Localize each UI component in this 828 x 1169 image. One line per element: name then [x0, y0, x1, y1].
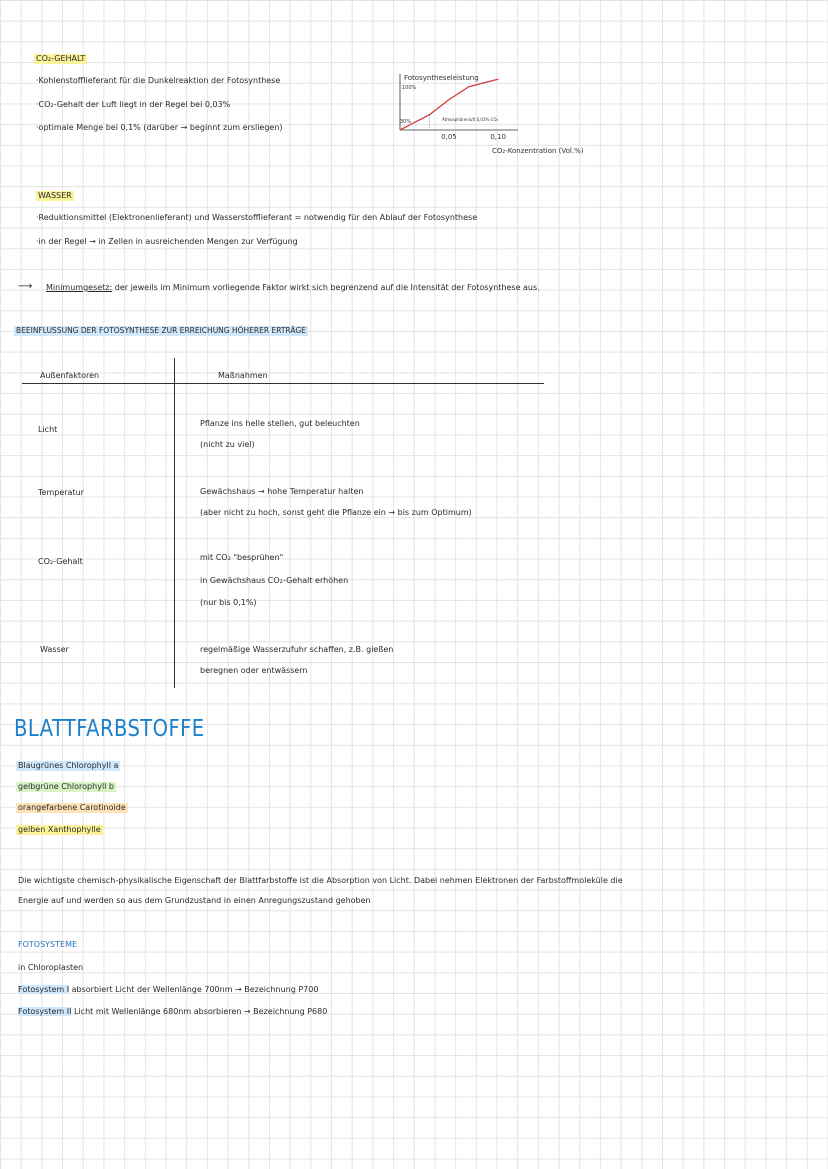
co2-line-3: ·optimale Menge bei 0,1% (darüber → beginnt zum ersliegen): [36, 123, 283, 132]
minimum-statement: [46, 283, 540, 293]
fotosysteme-heading: FOTOSYSTEME: [18, 940, 78, 949]
pigment-chlorophyll-a: Blaugrünes Chlorophyll a: [18, 761, 119, 770]
fotosystem-2-label: Fotosystem II: [18, 1007, 72, 1016]
measure-licht-2: (nicht zu viel): [200, 440, 255, 449]
chart-ylabel-top: 100%: [402, 85, 417, 91]
fotosystem-1: [18, 985, 318, 995]
blatt-paragraph-line-1: Die wichtigste chemisch-physikalische Eigenschaft der Blattfarbstoffe ist die Absorption von Licht. Dabei nehmen Elektronen der Farbstoffmoleküle die: [18, 876, 623, 885]
table-column-rule: [174, 358, 175, 688]
col-header-measures: Maßnahmen: [218, 371, 268, 380]
fotosystem-1-text: absorbiert Licht der Wellenlänge 700nm → Bezeichnung P700: [71, 985, 319, 994]
factor-wasser: Wasser: [40, 645, 69, 654]
measure-temperatur-2: (aber nicht zu hoch, sonst geht die Pflanze ein → bis zum Optimum): [200, 508, 472, 517]
measure-wasser-1: regelmäßige Wasserzufuhr schaffen, z.B. gießen: [200, 645, 394, 654]
factor-co2: CO₂-Gehalt: [38, 557, 83, 566]
co2-heading: CO₂-GEHALT: [36, 54, 86, 63]
blattfarbstoffe-heading: BLATTFARBSTOFFE: [14, 716, 205, 742]
chart-annotation: Atmosphärenluft 0,03% CO₂: [442, 117, 499, 122]
minimum-text: der jeweils im Minimum vorliegende Faktor wirkt sich begrenzend auf die Intensität der Fotosynthese aus.: [114, 283, 540, 292]
fotosystem-2: [18, 1007, 327, 1017]
chart-ylabel-mid: 30%: [400, 119, 412, 125]
wasser-heading: WASSER: [38, 191, 72, 200]
pigment-xanthophylle: gelben Xanthophylle: [18, 825, 101, 834]
measure-temperatur-1: Gewächshaus → hohe Temperatur halten: [200, 487, 364, 496]
fotosystem-1-label: Fotosystem I: [18, 985, 70, 994]
factor-licht: Licht: [38, 425, 58, 434]
chart-tick-label: 0,05: [441, 133, 457, 141]
blatt-paragraph-line-2: Energie auf und werden so aus dem Grundzustand in einen Anregungszustand gehoben: [18, 896, 371, 905]
factor-temperatur: Temperatur: [38, 488, 84, 497]
table-header-rule: [22, 383, 544, 384]
wasser-line-1: ·Reduktionsmittel (Elektronenlieferant) und Wasserstofflieferant = notwendig für den Ablauf der Fotosynthese: [36, 213, 478, 222]
pigment-chlorophyll-b: gelbgrüne Chlorophyll b: [18, 782, 115, 791]
chart-title: Fotosyntheseleistung: [404, 74, 479, 82]
pigment-carotinoide: orangefarbene Carotinoide: [18, 803, 126, 812]
co2-line-2: ·CO₂-Gehalt der Luft liegt in der Regel bei 0,03%: [36, 100, 231, 109]
chart-x-label: CO₂-Konzentration (Vol.%): [492, 147, 584, 155]
minimum-arrow-icon: ⟶: [18, 281, 33, 292]
measure-co2-1: mit CO₂ "besprühen": [200, 553, 284, 562]
beeinflussung-heading: BEEINFLUSSUNG DER FOTOSYNTHESE ZUR ERREICHUNG HÖHERER ERTRÄGE: [16, 326, 306, 335]
measure-licht-1: Pflanze ins helle stellen, gut beleuchten: [200, 419, 360, 428]
wasser-line-2: ·in der Regel → in Zellen in ausreichenden Mengen zur Verfügung: [36, 237, 298, 246]
chart-tick-label: 0,10: [490, 133, 506, 141]
measure-wasser-2: beregnen oder entwässern: [200, 666, 308, 675]
co2-line-1: ·Kohlenstofflieferant für die Dunkelreaktion der Fotosynthese: [36, 76, 281, 85]
col-header-factors: Außenfaktoren: [40, 371, 100, 380]
co2-photosynthesis-chart: [390, 68, 620, 160]
measure-co2-3: (nur bis 0,1%): [200, 598, 257, 607]
fotosystem-2-text: Licht mit Wellenlänge 680nm absorbieren → Bezeichnung P680: [73, 1007, 328, 1016]
minimum-label: Minimumgesetz:: [46, 283, 113, 292]
fotosysteme-intro: in Chloroplasten: [18, 963, 84, 972]
measure-co2-2: in Gewächshaus CO₂-Gehalt erhöhen: [200, 576, 349, 585]
